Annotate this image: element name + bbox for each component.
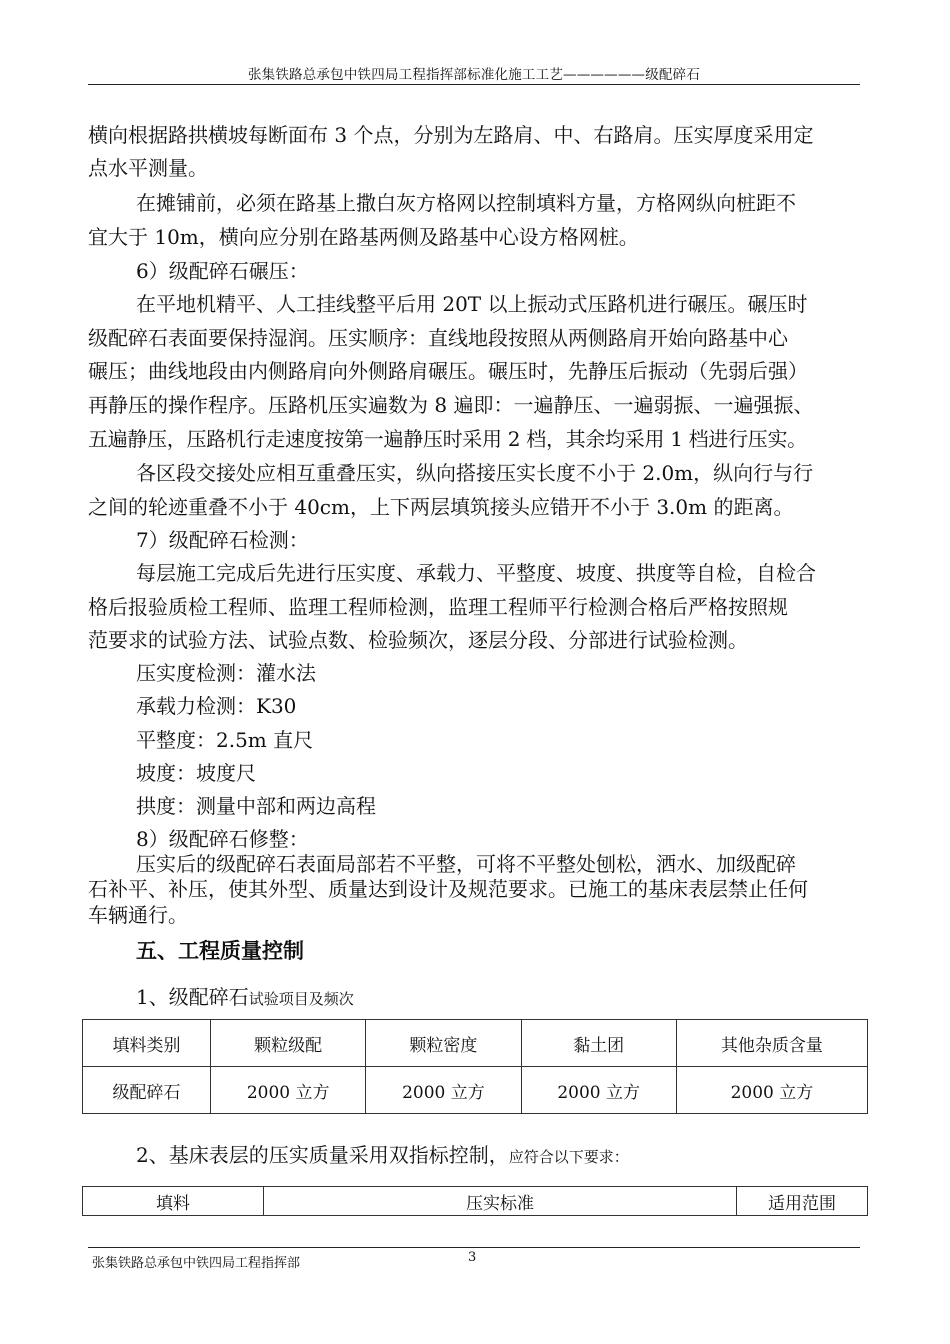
body-line: 每层施工完成后先进行压实度、承载力、平整度、坡度、拱度等自检，自检合 [136, 561, 816, 585]
table-header-row [83, 1187, 868, 1216]
footer-rule [88, 1247, 860, 1248]
table-cell: 级配碎石 [83, 1067, 211, 1114]
body-line: 再静压的操作程序。压路机压实遍数为 8 遍即：一遍静压、一遍弱振、一遍强振、 [88, 393, 814, 417]
table-header-cell: 适用范围 [737, 1187, 868, 1216]
item-1-title [136, 984, 860, 1012]
table-header-cell: 颗粒密度 [366, 1020, 521, 1067]
item-1-small: 试验项目及频次 [248, 990, 354, 1008]
check-item: 拱度：测量中部和两边高程 [136, 794, 376, 818]
footer-organization: 张集铁路总承包中铁四局工程指挥部 [92, 1256, 301, 1271]
item-1-main: 1、级配碎石 [136, 985, 249, 1009]
subsection-title: 6）级配碎石碾压： [136, 259, 309, 283]
check-item: 压实度检测：灌水法 [136, 661, 316, 685]
table-header-row [83, 1020, 868, 1067]
body-line: 各区段交接处应相互重叠压实，纵向搭接压实长度不小于 2.0m，纵向行与行 [136, 461, 814, 485]
body-line: 宜大于 10m，横向应分别在路基两侧及路基中心设方格网桩。 [88, 225, 639, 249]
page-number: 3 [468, 1250, 477, 1265]
table-row [83, 1067, 868, 1114]
subsection-title: 7）级配碎石检测： [136, 528, 309, 552]
table-cell: 2000 立方 [676, 1067, 867, 1114]
table-cell: 2000 立方 [211, 1067, 366, 1114]
table-header-cell: 填料 [83, 1187, 264, 1216]
item-2-main: 2、基床表层的压实质量采用双指标控制， [136, 1143, 509, 1167]
body-line: 石补平、补压，使其外型、质量达到设计及规范要求。已施工的基床表层禁止任何 [88, 877, 808, 901]
item-2-small: 应符合以下要求： [508, 1148, 629, 1166]
body-line: 在摊铺前，必须在路基上撒白灰方格网以控制填料方量，方格网纵向桩距不 [136, 191, 796, 215]
check-item: 坡度：坡度尺 [136, 761, 256, 785]
table-cell: 2000 立方 [521, 1067, 676, 1114]
header-rule [88, 84, 860, 85]
body-line: 碾压；曲线地段由内侧路肩向外侧路肩碾压。碾压时，先静压后振动（先弱后强） [88, 359, 808, 383]
check-item: 平整度：2.5m 直尺 [136, 728, 314, 752]
item-2-title [136, 1142, 860, 1170]
body-line: 车辆通行。 [88, 903, 188, 927]
section-heading: 五、工程质量控制 [136, 938, 304, 963]
table-cell: 2000 立方 [366, 1067, 521, 1114]
body-line: 范要求的试验方法、试验点数、检验频次，逐层分段、分部进行试验检测。 [88, 628, 748, 652]
body-line: 在平地机精平、人工挂线整平后用 20T 以上振动式压路机进行碾压。碾压时 [136, 292, 808, 316]
body-line: 之间的轮迹重叠不小于 40cm，上下两层填筑接头应错开不小于 3.0m 的距离。 [88, 495, 794, 519]
table-header-cell: 压实标准 [264, 1187, 737, 1216]
subsection-title: 8）级配碎石修整： [136, 827, 309, 851]
table-header-cell: 填料类别 [83, 1020, 211, 1067]
table-header-cell: 颗粒级配 [211, 1020, 366, 1067]
body-line: 横向根据路拱横坡每断面布 3 个点，分别为左路肩、中、右路肩。压实厚度采用定 [88, 123, 814, 147]
body-line: 格后报验质检工程师、监理工程师检测，监理工程师平行检测合格后严格按照规 [88, 595, 788, 619]
body-line: 点水平测量。 [88, 156, 208, 180]
table-header-cell: 黏土团 [521, 1020, 676, 1067]
test-frequency-table [82, 1019, 868, 1114]
body-line: 压实后的级配碎石表面局部若不平整，可将不平整处刨松，洒水、加级配碎 [136, 852, 796, 876]
check-item: 承载力检测：K30 [136, 694, 297, 718]
body-line: 级配碎石表面要保持湿润。压实顺序：直线地段按照从两侧路肩开始向路基中心 [88, 326, 788, 350]
running-header: 张集铁路总承包中铁四局工程指挥部标准化施工工艺——————级配碎石 [247, 67, 701, 83]
body-line: 五遍静压，压路机行走速度按第一遍静压时采用 2 档，其余均采用 1 档进行压实。 [88, 427, 807, 451]
table-header-cell: 其他杂质含量 [676, 1020, 867, 1067]
compaction-standard-table [82, 1186, 868, 1216]
